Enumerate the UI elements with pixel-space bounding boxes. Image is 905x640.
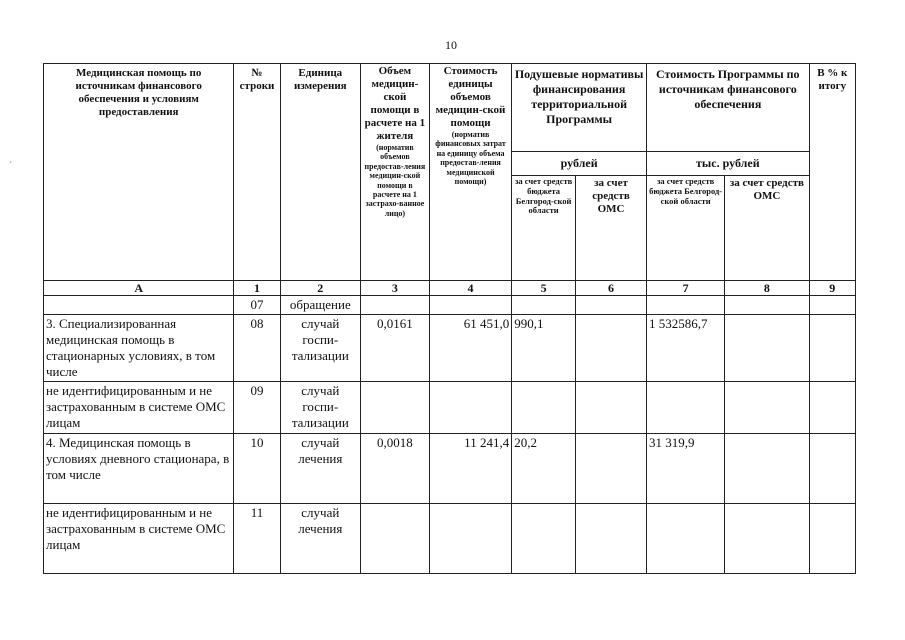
table-row [44,296,856,315]
care-type-cell: не идентифицированным и не застрахованным в системе ОМС лицам [44,382,234,434]
row-number-cell: 08 [234,315,280,382]
table-row [44,382,856,434]
table-row [44,504,856,574]
budget-per-capita-cell: 20,2 [512,434,576,504]
header-unit-rubles: рублей [512,152,647,176]
table-row [44,315,856,382]
oms-cost-cell [725,434,809,504]
unit-cell: случай лечения [280,504,360,574]
header-unit-cost-title: Стоимость единицы объемов медицин-ской помощи [435,65,506,129]
column-number: 3 [360,281,429,296]
volume-cell [360,504,429,574]
program-cost-table [43,63,856,574]
oms-cost-cell [725,382,809,434]
row-number-cell: 11 [234,504,280,574]
table-row [44,434,856,504]
oms-cost-cell [725,315,809,382]
unit-cost-cell [429,382,511,434]
column-number: 8 [725,281,809,296]
percent-cell [809,382,855,434]
percent-cell [809,315,855,382]
budget-cost-cell [647,504,725,574]
column-number: 6 [576,281,647,296]
volume-cell [360,382,429,434]
header-volume [360,64,429,281]
care-type-cell: 3. Специализированная медицинская помощь в стационарных условиях, в том числе [44,315,234,382]
scan-mark: ˊ [9,160,12,170]
budget-per-capita-cell [512,296,576,315]
budget-per-capita-cell: 990,1 [512,315,576,382]
header-row-number: № строки [234,64,280,281]
oms-cost-cell [725,296,809,315]
oms-cost-cell [725,504,809,574]
header-source-oms-cost: за счет средств ОМС [725,176,809,281]
unit-cost-cell: 11 241,4 [429,434,511,504]
header-care-type: Медицинская помощь по источникам финансового обеспечения и условиям предоставления [44,64,234,281]
header-volume-note: (норматив объемов предостав-ления медицин-ской помощи в расчете на 1 застрахо-ванное лицо) [364,143,426,218]
volume-cell [360,296,429,315]
header-source-oms-per-capita: за счет средств ОМС [576,176,647,281]
column-number: А [44,281,234,296]
unit-cost-cell [429,296,511,315]
header-unit: Единица измерения [280,64,360,281]
column-number: 7 [647,281,725,296]
row-number-cell: 10 [234,434,280,504]
unit-cell: случай лечения [280,434,360,504]
column-number: 2 [280,281,360,296]
header-program-cost: Стоимость Программы по источникам финансового обеспечения [647,64,810,152]
budget-cost-cell: 31 319,9 [647,434,725,504]
row-number-cell: 07 [234,296,280,315]
header-unit-cost [429,64,511,281]
percent-cell [809,434,855,504]
oms-per-capita-cell [576,382,647,434]
percent-cell [809,504,855,574]
volume-cell: 0,0161 [360,315,429,382]
header-source-budget-per-capita: за счет средств бюджета Белгород-ской области [512,176,576,281]
care-type-cell: 4. Медицинская помощь в условиях дневного стационара, в том числе [44,434,234,504]
column-number: 5 [512,281,576,296]
volume-cell: 0,0018 [360,434,429,504]
header-volume-title: Объем медицин-ской помощи в расчете на 1 жителя [364,65,426,142]
budget-cost-cell: 1 532586,7 [647,315,725,382]
header-per-capita: Подушевые нормативы финансирования территориальной Программы [512,64,647,152]
unit-cell: случай госпи-тализации [280,315,360,382]
column-number: 4 [429,281,511,296]
column-number: 1 [234,281,280,296]
budget-cost-cell [647,296,725,315]
care-type-cell: не идентифицированным и не застрахованным в системе ОМС лицам [44,504,234,574]
oms-per-capita-cell [576,315,647,382]
header-unit-thousand-rubles: тыс. рублей [647,152,810,176]
percent-cell [809,296,855,315]
oms-per-capita-cell [576,434,647,504]
header-source-budget-cost: за счет средств бюджета Белгород-ской области [647,176,725,281]
unit-cell: случай госпи-тализации [280,382,360,434]
care-type-cell [44,296,234,315]
oms-per-capita-cell [576,504,647,574]
budget-per-capita-cell [512,504,576,574]
unit-cell: обращение [280,296,360,315]
column-number: 9 [809,281,855,296]
budget-per-capita-cell [512,382,576,434]
header-unit-cost-note: (норматив финансовых затрат на единицу объема предостав-ления медицинской помощи) [435,130,506,187]
header-percent: В % к итогу [809,64,855,281]
column-number-row [44,281,856,296]
unit-cost-cell [429,504,511,574]
budget-cost-cell [647,382,725,434]
page-number: 10 [445,38,457,52]
unit-cost-cell: 61 451,0 [429,315,511,382]
row-number-cell: 09 [234,382,280,434]
oms-per-capita-cell [576,296,647,315]
